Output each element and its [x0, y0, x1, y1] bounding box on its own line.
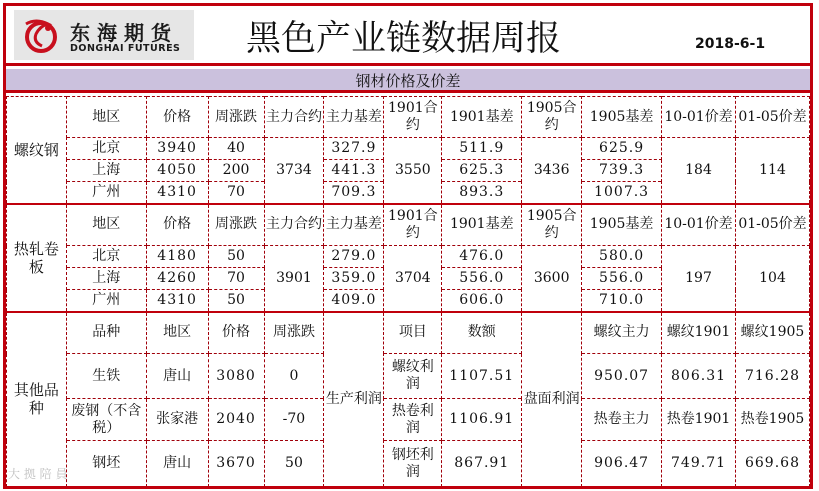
report-title: 黑色产业链数据周报: [246, 19, 562, 59]
hrc-category: 热轧卷板: [7, 204, 67, 312]
col-header: 1901基差: [442, 97, 522, 138]
col-header: 1901合约: [384, 97, 442, 138]
bottom-profit-cell: 906.47: [582, 441, 662, 487]
report-frame: [3, 3, 813, 489]
col-header: 1901合约: [384, 204, 442, 246]
table-row: [7, 441, 810, 487]
contract-1905-cell: 3600: [522, 246, 582, 312]
col-header: 地区: [66, 97, 146, 138]
col-header: 主力基差: [324, 204, 384, 246]
table-row: [7, 399, 810, 441]
price-cell: 3080: [208, 354, 264, 399]
basis-1901-cell: 476.0: [442, 246, 522, 268]
col-header: 主力基差: [324, 97, 384, 138]
region-cell: 张家港: [146, 399, 208, 441]
main-contract-cell: 3734: [264, 138, 324, 204]
col-header: 螺纹1901: [662, 312, 736, 354]
profit-amount-cell: 1106.91: [442, 399, 522, 441]
profit-amount-cell: 1107.51: [442, 354, 522, 399]
hrc-header-cell: 热卷1901: [662, 399, 736, 441]
col-header: 品种: [66, 312, 146, 354]
col-header: 1905合约: [522, 204, 582, 246]
price-cell: 4310: [146, 182, 208, 204]
profit-amount-cell: 867.91: [442, 441, 522, 487]
rebar-header-row: [7, 97, 810, 138]
price-cell: 4050: [146, 160, 208, 182]
price-table-container: [6, 96, 810, 487]
change-cell: 50: [264, 441, 324, 487]
basis-1905-cell: 710.0: [582, 290, 662, 312]
futures-profit-label: 盘面利润: [522, 312, 582, 487]
change-cell: 70: [208, 268, 264, 290]
region-cell: 北京: [66, 246, 146, 268]
bottom-profit-cell: 749.71: [662, 441, 736, 487]
basis-1901-cell: 606.0: [442, 290, 522, 312]
main-basis-cell: 279.0: [324, 246, 384, 268]
report-header: [6, 6, 810, 66]
col-header: 价格: [208, 312, 264, 354]
col-header: 项目: [384, 312, 442, 354]
hrc-header-cell: 热卷1905: [735, 399, 809, 441]
col-header: 主力合约: [264, 97, 324, 138]
profit-item-cell: 钢坯利润: [384, 441, 442, 487]
bottom-profit-cell: 669.68: [735, 441, 809, 487]
col-header: 周涨跌: [208, 204, 264, 246]
variety-cell: 废钢（不含税）: [66, 399, 146, 441]
region-cell: 上海: [66, 268, 146, 290]
donghai-logo: [14, 10, 194, 60]
price-cell: 4310: [146, 290, 208, 312]
section-title: 钢材价格及价差: [6, 69, 810, 93]
region-cell: 广州: [66, 182, 146, 204]
rebar-category: 螺纹钢: [7, 97, 67, 204]
basis-1901-cell: 625.3: [442, 160, 522, 182]
steel-price-table: [6, 96, 810, 487]
price-cell: 4180: [146, 246, 208, 268]
basis-1905-cell: 1007.3: [582, 182, 662, 204]
basis-1905-cell: 580.0: [582, 246, 662, 268]
other-header-row: [7, 312, 810, 354]
col-header: 螺纹1905: [735, 312, 809, 354]
col-header: 价格: [146, 204, 208, 246]
rebar-profit-cell: 950.07: [582, 354, 662, 399]
price-cell: 2040: [208, 399, 264, 441]
hrc-header-row: [7, 204, 810, 246]
basis-1905-cell: 625.9: [582, 138, 662, 160]
price-cell: 3940: [146, 138, 208, 160]
col-header: 螺纹主力: [582, 312, 662, 354]
main-basis-cell: 409.0: [324, 290, 384, 312]
change-cell: 50: [208, 290, 264, 312]
col-header: 10-01价差: [662, 204, 736, 246]
variety-cell: 生铁: [66, 354, 146, 399]
basis-1901-cell: 511.9: [442, 138, 522, 160]
col-header: 10-01价差: [662, 97, 736, 138]
col-header: 价格: [146, 97, 208, 138]
change-cell: 70: [208, 182, 264, 204]
contract-1901-cell: 3550: [384, 138, 442, 204]
spread-10-01-cell: 184: [662, 138, 736, 204]
table-row: [7, 354, 810, 399]
main-contract-cell: 3901: [264, 246, 324, 312]
logo-chinese-text: 东海期货: [70, 21, 178, 45]
col-header: 01-05价差: [735, 97, 809, 138]
report-date: 2018-6-1: [695, 36, 766, 52]
col-header: 1905合约: [522, 97, 582, 138]
production-profit-label: 生产利润: [324, 312, 384, 487]
col-header: 周涨跌: [264, 312, 324, 354]
spread-01-05-cell: 114: [735, 138, 809, 204]
contract-1905-cell: 3436: [522, 138, 582, 204]
col-header: 地区: [146, 312, 208, 354]
table-row: [7, 246, 810, 268]
basis-1905-cell: 556.0: [582, 268, 662, 290]
basis-1901-cell: 556.0: [442, 268, 522, 290]
logo-english-text: DONGHAI FUTURES: [70, 43, 181, 54]
col-header: 1901基差: [442, 204, 522, 246]
col-header: 1905基差: [582, 204, 662, 246]
region-cell: 北京: [66, 138, 146, 160]
col-header: 01-05价差: [735, 204, 809, 246]
region-cell: 唐山: [146, 354, 208, 399]
price-cell: 4260: [146, 268, 208, 290]
spread-10-01-cell: 197: [662, 246, 736, 312]
change-cell: 50: [208, 246, 264, 268]
region-cell: 广州: [66, 290, 146, 312]
price-cell: 3670: [208, 441, 264, 487]
region-cell: 上海: [66, 160, 146, 182]
region-cell: 唐山: [146, 441, 208, 487]
main-basis-cell: 359.0: [324, 268, 384, 290]
profit-item-cell: 热卷利润: [384, 399, 442, 441]
main-basis-cell: 327.9: [324, 138, 384, 160]
hrc-header-cell: 热卷主力: [582, 399, 662, 441]
col-header: 周涨跌: [208, 97, 264, 138]
col-header: 地区: [66, 204, 146, 246]
change-cell: -70: [264, 399, 324, 441]
col-header: 主力合约: [264, 204, 324, 246]
variety-cell: 钢坯: [66, 441, 146, 487]
other-category: 其他品种: [7, 312, 67, 487]
table-row: [7, 138, 810, 160]
watermark-text: 大 拠 陪 員: [8, 467, 68, 481]
main-basis-cell: 441.3: [324, 160, 384, 182]
main-basis-cell: 709.3: [324, 182, 384, 204]
spread-01-05-cell: 104: [735, 246, 809, 312]
dragon-logo-icon: [20, 16, 62, 56]
col-header: 数额: [442, 312, 522, 354]
change-cell: 0: [264, 354, 324, 399]
contract-1901-cell: 3704: [384, 246, 442, 312]
change-cell: 200: [208, 160, 264, 182]
change-cell: 40: [208, 138, 264, 160]
profit-item-cell: 螺纹利润: [384, 354, 442, 399]
rebar-profit-cell: 716.28: [735, 354, 809, 399]
basis-1901-cell: 893.3: [442, 182, 522, 204]
basis-1905-cell: 739.3: [582, 160, 662, 182]
rebar-profit-cell: 806.31: [662, 354, 736, 399]
col-header: 1905基差: [582, 97, 662, 138]
